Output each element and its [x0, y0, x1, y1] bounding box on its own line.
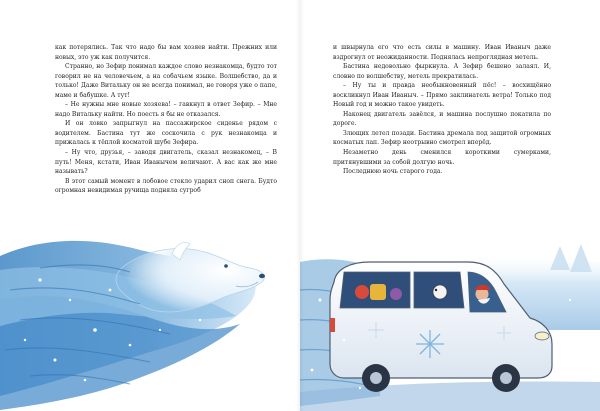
paragraph: и швырнула его что есть силы в машину. Иван Иваныч даже вздрогнул от неожиданности. Поднялась непроглядная метель.	[333, 44, 551, 61]
passenger-purple	[390, 288, 402, 300]
paragraph: – Ну ты и правда необыкновенный пёс! – восхищённо воскликнул Иван Иваныч. – Прямо заклинатель ветра! Только под Новый год и можно такое увидеть.	[333, 82, 551, 109]
paragraph: Наконец двигатель завёлся, и машина послушно покатила по дороге.	[333, 110, 551, 128]
wheel-front	[492, 364, 520, 392]
paragraph: Последнюю ночь старого года.	[343, 168, 443, 176]
paragraph: Странно, но Зефир понимал каждое слово незнакомца, будто тот говорил не на человечьем, а на собачьем языке. Волшебство, да и только! Даже Витальку он не всегда понимал, не говоря уже о папе, маме и бабушке. А тут!	[55, 63, 277, 99]
headlight	[535, 332, 549, 340]
wheel-rear	[362, 364, 390, 392]
book-gutter	[296, 0, 304, 411]
paragraph: В этот самый момент в лобовое стекло ударил сноп снега. Будто огромная невидимая ручища подняла сугроб	[55, 177, 277, 195]
paragraph: – Ну что, друзья, – заводя двигатель, сказал незнакомец, – В путь! Меня, кстати, Иван Иванычем величают. А вас как же мне называть?	[55, 149, 277, 176]
right-page	[300, 0, 600, 411]
dog-passenger	[433, 285, 447, 299]
paragraph: – Не нужны мне новые хозяева! – гавкнул в ответ Зефир. – Мне надо Витальку найти. Но поесть я бы не отказался.	[55, 101, 277, 118]
snow-dog-eye	[224, 264, 228, 268]
paragraph: Бастина недовольно фыркнула. А Зефир бешено залаял. И, словно по волшебству, метель прекратилась.	[333, 63, 551, 80]
snowflake-decal	[416, 330, 444, 358]
tail-light	[330, 318, 335, 332]
cargo-box	[370, 284, 386, 300]
van-in-blizzard-illustration	[300, 0, 600, 411]
passenger-red	[355, 285, 369, 299]
paragraph: Незаметно день сменился короткими сумерками, притянувшими за собой долгую ночь.	[333, 149, 551, 166]
snow-dog-nose	[259, 274, 265, 278]
paragraph: И он ловко запрыгнул на пассажирское сиденье рядом с водителем. Бастина тут же соскочила с рук незнакомца и прижалась к тёплой косматой шубе Зефира.	[55, 120, 277, 147]
paragraph: Злющих летел позади. Бастина дремала под защитой огромных косматых лап. Зефир неотрывно смотрел вперёд.	[333, 129, 551, 147]
paragraph: как потерялись. Так что надо бы вам хозяев найти. Прежних или новых, это уж как получится.	[55, 44, 277, 61]
